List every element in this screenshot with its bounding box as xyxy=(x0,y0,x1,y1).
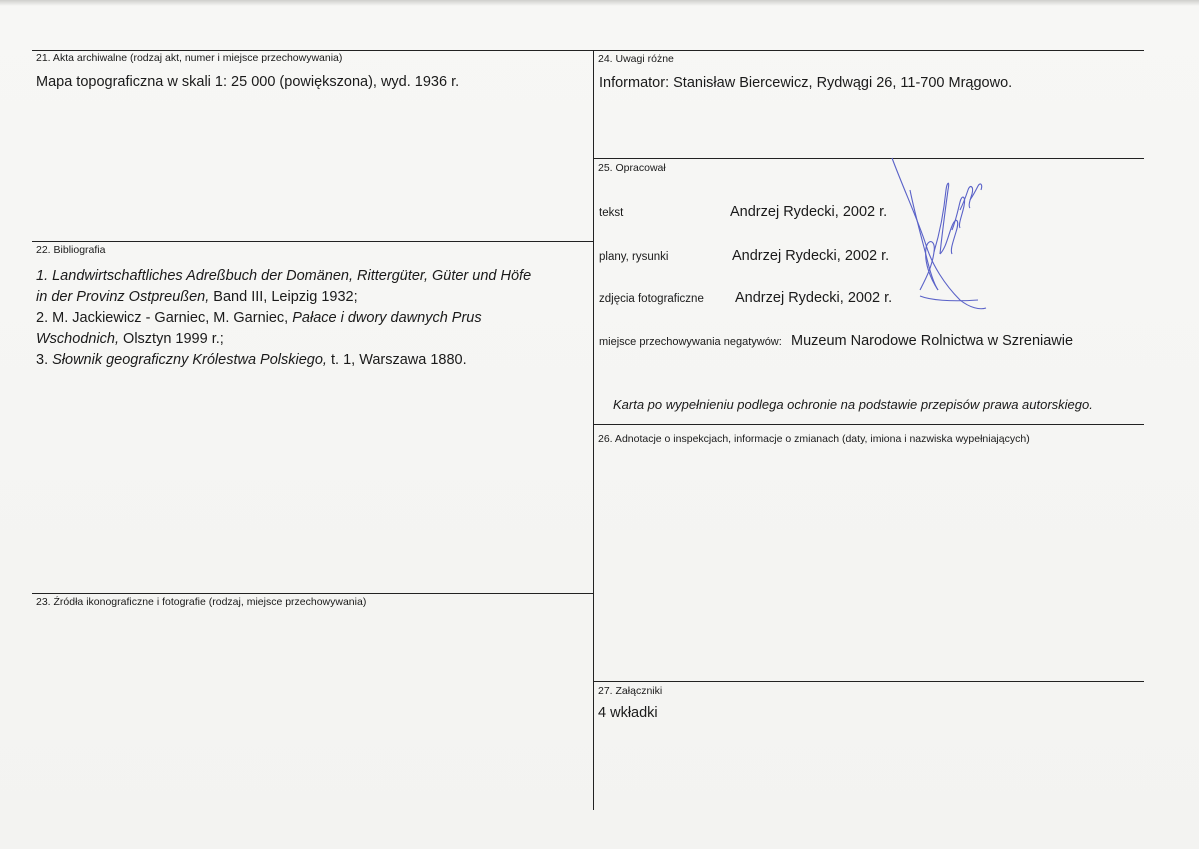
rule-25 xyxy=(593,158,1144,159)
section-21-label: 21. Akta archiwalne (rodzaj akt, numer i miejsce przechowywania) xyxy=(36,52,343,64)
author-row-label-photos: zdjęcia fotograficzne xyxy=(599,293,704,305)
negatives-value: Muzeum Narodowe Rolnictwa w Szreniawie xyxy=(791,333,1074,349)
negatives-label: miejsce przechowywania negatywów: xyxy=(599,336,782,348)
bibliography-line-3 xyxy=(36,308,482,329)
author-row-value-text: Andrzej Rydecki, 2002 r. xyxy=(730,204,888,220)
rule-24 xyxy=(593,50,1144,51)
bibliography-line-3-italic: Pałace i dwory dawnych Prus xyxy=(292,310,482,326)
bibliography-line-3-normal: 2. M. Jackiewicz - Garniec, M. Garniec, xyxy=(36,310,293,326)
bibliography-line-5 xyxy=(36,350,467,371)
rule-26 xyxy=(593,424,1144,425)
bibliography-line-5-rest: t. 1, Warszawa 1880. xyxy=(326,352,467,368)
rule-27 xyxy=(593,681,1144,682)
bibliography-line-4 xyxy=(36,329,224,350)
bibliography-line-5-italic: Słownik geograficzny Królestwa Polskiego, xyxy=(52,352,327,368)
rule-21 xyxy=(32,50,593,51)
section-27-text: 4 wkładki xyxy=(598,705,658,721)
section-24-text: Informator: Stanisław Biercewicz, Rydwągi 26, 11-700 Mrągowo. xyxy=(599,75,1013,91)
bibliography-line-2-italic: in der Provinz Ostpreußen, xyxy=(36,289,210,305)
section-23-label: 23. Źródła ikonograficzne i fotografie (rodzaj, miejsce przechowywania) xyxy=(36,596,367,608)
section-21-text: Mapa topograficzna w skali 1: 25 000 (powiększona), wyd. 1936 r. xyxy=(36,74,460,90)
scan-edge-shadow xyxy=(0,0,1199,6)
bibliography-line-1-italic: 1. Landwirtschaftliches Adreßbuch der Domänen, Rittergüter, Güter und Höfe xyxy=(36,268,532,284)
section-24-label: 24. Uwagi różne xyxy=(598,53,674,65)
section-27-label: 27. Załączniki xyxy=(598,685,663,697)
author-row-value-drawings: Andrzej Rydecki, 2002 r. xyxy=(732,248,890,264)
author-row-label-text: tekst xyxy=(599,207,624,219)
section-25-label: 25. Opracował xyxy=(598,162,666,174)
handwritten-signature xyxy=(890,150,1000,320)
rule-23 xyxy=(32,593,593,594)
center-divider xyxy=(593,50,594,810)
bibliography-line-4-italic: Wschodnich, xyxy=(36,331,120,347)
section-22-label: 22. Bibliografia xyxy=(36,244,106,256)
copyright-note: Karta po wypełnieniu podlega ochronie na podstawie przepisów prawa autorskiego. xyxy=(613,397,1093,412)
rule-22 xyxy=(32,241,593,242)
bibliography-line-1 xyxy=(36,266,531,287)
bibliography-line-5-normal: 3. xyxy=(36,352,53,368)
author-row-value-photos: Andrzej Rydecki, 2002 r. xyxy=(735,290,893,306)
author-row-label-drawings: plany, rysunki xyxy=(599,251,669,263)
bibliography-line-2 xyxy=(36,287,358,308)
section-26-label: 26. Adnotacje o inspekcjach, informacje o zmianach (daty, imiona i nazwiska wypełniających) xyxy=(598,433,1030,445)
bibliography-line-2-rest: Band III, Leipzig 1932; xyxy=(209,289,358,305)
bibliography-line-4-rest: Olsztyn 1999 r.; xyxy=(119,331,224,347)
